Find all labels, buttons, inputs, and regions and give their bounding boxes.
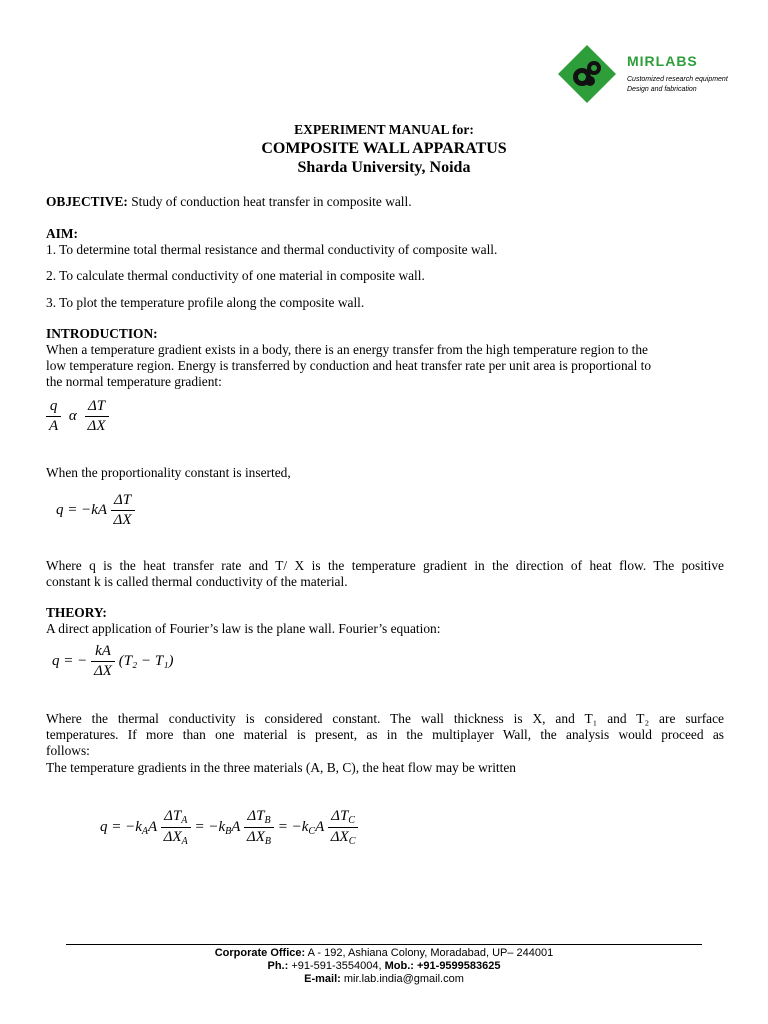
eq4-c-mid: A — [315, 818, 324, 835]
eq4-b-den-sub: B — [264, 836, 271, 847]
eq4-b-sub: B — [225, 825, 232, 837]
theory-para-line: Where the thermal conductivity is considered constant. The wall thickness is X, and T₁ and T₂ are surface — [46, 711, 724, 726]
eq4-a-num: ΔT — [164, 808, 182, 824]
eq4-b-pre: = −k — [194, 818, 226, 835]
eq4-a-den: ΔX — [163, 829, 182, 845]
plane-wall-equation — [52, 643, 173, 680]
eq4-q: q = −k — [100, 818, 142, 835]
eq3-lhs: q = − — [52, 652, 88, 669]
constant-sentence: When the proportionality constant is inserted, — [46, 465, 291, 480]
eq4-c-num-sub: C — [348, 815, 355, 826]
theory-line: A direct application of Fourier’s law is the plane wall. Fourier’s equation: — [46, 621, 441, 636]
footer-email — [0, 973, 768, 986]
eq4-a-den-sub: A — [181, 836, 188, 847]
introduction-line: When a temperature gradient exists in a body, there is an energy transfer from the high temperature region to the — [46, 342, 648, 357]
footer-office — [0, 947, 768, 960]
eq4-c-den-sub: C — [348, 836, 356, 847]
logo-name: MIRLABS — [627, 53, 698, 69]
eq2-lhs: q = −kA — [56, 501, 107, 518]
aim-item: 3. To plot the temperature profile along the composite wall. — [46, 295, 365, 310]
fourier-law-equation — [56, 492, 135, 529]
eq1-lhs-den: A — [49, 418, 59, 434]
composite-wall-equation — [100, 808, 358, 847]
document-title: COMPOSITE WALL APPARATUS — [261, 140, 507, 157]
gradient-line: The temperature gradients in the three materials (A, B, C), the heat flow may be written — [46, 760, 516, 775]
eq1-den: ΔX — [87, 418, 106, 434]
eq4-b-num: ΔT — [247, 808, 265, 824]
eq4-c-den: ΔX — [330, 829, 349, 845]
eq2-den: ΔX — [113, 512, 132, 528]
logo-tagline-2: Design and fabrication — [627, 86, 697, 93]
objective — [46, 194, 724, 210]
footer-divider — [66, 944, 702, 945]
where-line: Where q is the heat transfer rate and T/ X is the temperature gradient in the direction of heat flow. The positive — [46, 558, 724, 573]
introduction-line: the normal temperature gradient: — [46, 374, 222, 389]
eq3-rhs: (T₂ − T₁) — [118, 652, 174, 669]
objective-label: OBJECTIVE: — [46, 194, 128, 209]
eq4-b-den: ΔX — [246, 829, 265, 845]
footer-ph-text: +91-591-3554004, — [288, 960, 385, 972]
footer-phone — [0, 960, 768, 973]
university-name: Sharda University, Noida — [297, 159, 471, 176]
eq2-num: ΔT — [111, 492, 135, 511]
where-line: constant k is called thermal conductivity of the material. — [46, 574, 348, 589]
theory-heading: THEORY: — [46, 605, 107, 620]
manual-label: EXPERIMENT MANUAL for: — [294, 122, 474, 137]
eq4-a-sub: A — [141, 825, 149, 837]
eq1-alpha: α — [68, 407, 77, 424]
eq4-c-num: ΔT — [331, 808, 349, 824]
theory-para-line: temperatures. If more than one material is present, as in the multiplayer Wall, the analysis would proceed as — [46, 727, 724, 742]
eq3-num: kA — [91, 643, 115, 662]
introduction-line: low temperature region. Energy is transferred by conduction and heat transfer rate per unit area is proportional to — [46, 358, 652, 373]
eq4-a-num-sub: A — [181, 815, 188, 826]
footer-email-text: mir.lab.india@gmail.com — [340, 973, 464, 985]
footer-mob-text: +91-9599583625 — [413, 960, 501, 972]
aim-item: 1. To determine total thermal resistance and thermal conductivity of composite wall. — [46, 242, 498, 257]
eq4-c-sub: C — [308, 825, 316, 837]
footer-office-label: Corporate Office: — [214, 947, 306, 959]
footer-mob-label: Mob.: — [384, 960, 414, 972]
eq4-a-mid: A — [148, 818, 157, 835]
eq4-b-num-sub: B — [264, 815, 271, 826]
footer-email-label: E-mail: — [304, 973, 341, 985]
theory-para-line: follows: — [46, 743, 90, 758]
eq1-num: ΔT — [85, 398, 109, 417]
introduction-heading: INTRODUCTION: — [46, 326, 158, 341]
eq4-c-pre: = −k — [277, 818, 309, 835]
gear-diamond-icon — [557, 44, 617, 104]
eq4-b-mid: A — [231, 818, 241, 835]
logo-tagline-1: Customized research equipment — [627, 76, 728, 83]
company-logo — [557, 44, 727, 102]
aim-item: 2. To calculate thermal conductivity of one material in composite wall. — [46, 268, 425, 283]
eq1-lhs-num: q — [46, 398, 61, 417]
eq3-den: ΔX — [94, 663, 112, 679]
aim-heading: AIM: — [46, 226, 78, 241]
footer-office-text: A - 192, Ashiana Colony, Moradabad, UP– 244001 — [305, 947, 554, 959]
objective-text: Study of conduction heat transfer in composite wall. — [127, 194, 412, 209]
footer-ph-label: Ph.: — [267, 960, 289, 972]
proportionality-equation — [46, 398, 109, 435]
